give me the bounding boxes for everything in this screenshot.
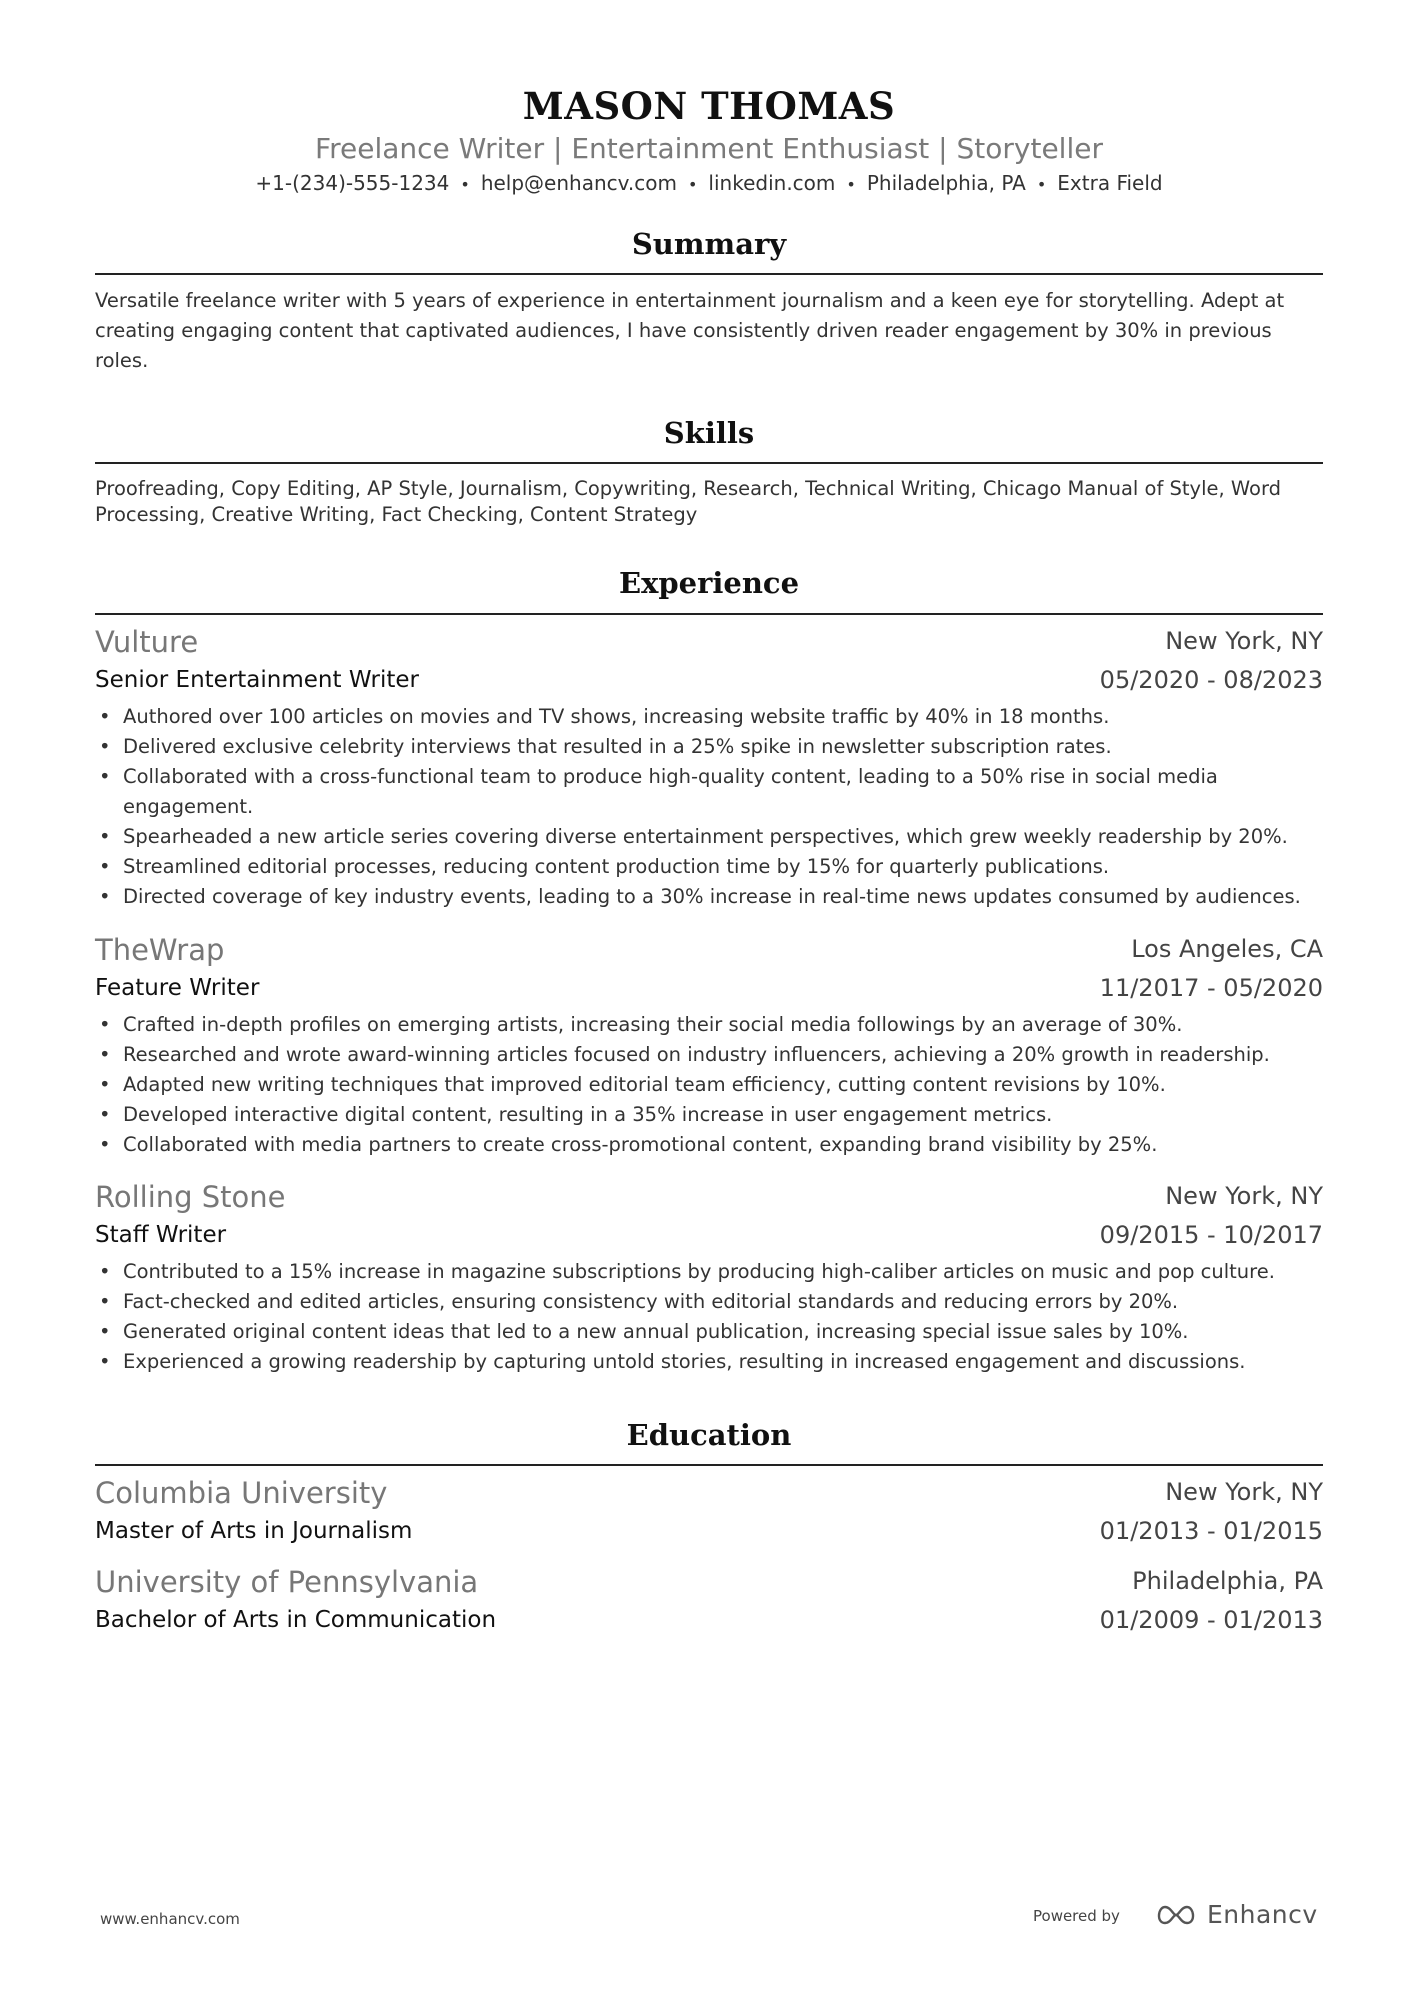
section-divider: [95, 1464, 1323, 1466]
job-bullet: • Directed coverage of key industry events, leading to a 30% increase in real-time news updates consumed by audiences.: [95, 882, 1323, 912]
job-bullet: • Spearheaded a new article series covering diverse entertainment perspectives, which grew weekly readership by 20%.: [95, 822, 1323, 852]
job-bullet: • Collaborated with a cross-functional team to produce high-quality content, leading to a 50% rise in social media engagement.: [95, 762, 1323, 822]
contact-email[interactable]: help@enhancv.com: [480, 171, 677, 195]
section-title-summary: Summary: [631, 227, 787, 261]
job-role: Senior Entertainment Writer: [95, 667, 420, 693]
job-dates: 11/2017 - 05/2020: [1099, 974, 1323, 1002]
section-divider: [95, 462, 1323, 464]
job-bullet: • Fact-checked and edited articles, ensuring consistency with editorial standards and reducing errors by 20%.: [95, 1287, 1323, 1317]
school-degree: Master of Arts in Journalism: [95, 1518, 413, 1544]
contact-location: Philadelphia, PA: [866, 171, 1026, 195]
brand-logo[interactable]: [1153, 1897, 1318, 1933]
skills-text: Proofreading, Copy Editing, AP Style, Journalism, Copywriting, Research, Technical Writing, Chicago Manual of Style, Word Processing, Creative Writing, Fact Checking, Content Strategy: [95, 477, 1282, 526]
contact-extra-field: Extra Field: [1057, 171, 1163, 195]
job-bullet: • Adapted new writing techniques that improved editorial team efficiency, cutting content revisions by 10%.: [95, 1070, 1323, 1100]
job-bullet: • Delivered exclusive celebrity interviews that resulted in a 25% spike in newsletter subscription rates.: [95, 732, 1323, 762]
job-dates: 05/2020 - 08/2023: [1099, 666, 1323, 694]
brand-name: Enhancv: [1207, 1900, 1318, 1929]
section-title-education: Education: [626, 1418, 792, 1452]
section-divider: [95, 613, 1323, 615]
candidate-name: MASON THOMAS: [522, 84, 896, 128]
school-dates: 01/2013 - 01/2015: [1099, 1517, 1323, 1545]
candidate-subtitle: Freelance Writer | Entertainment Enthusiast | Storyteller: [315, 132, 1103, 165]
footer-url-link[interactable]: www.enhancv.com: [100, 1910, 240, 1928]
job-location: New York, NY: [1165, 627, 1323, 655]
job-role: Staff Writer: [95, 1222, 227, 1248]
summary-text: Versatile freelance writer with 5 years of experience in entertainment journalism and a keen eye for storytelling. Adept at creating engaging content that captivated audiences, I have consistently driven reader engagement by 30% in previous roles.: [95, 289, 1285, 372]
school-dates: 01/2009 - 01/2013: [1099, 1606, 1323, 1634]
job-company: TheWrap: [95, 933, 225, 967]
school-name: Columbia University: [95, 1476, 388, 1510]
school-location: New York, NY: [1165, 1478, 1323, 1506]
school-degree: Bachelor of Arts in Communication: [95, 1607, 497, 1633]
job-bullet-list: [95, 1257, 1323, 1377]
job-bullet: • Collaborated with media partners to create cross-promotional content, expanding brand visibility by 25%.: [95, 1130, 1323, 1160]
school-location: Philadelphia, PA: [1132, 1567, 1323, 1595]
job-bullet: • Streamlined editorial processes, reducing content production time by 15% for quarterly publications.: [95, 852, 1323, 882]
bullet-separator: •: [460, 175, 470, 194]
job-bullet-list: [95, 702, 1323, 912]
job-company: Vulture: [95, 625, 199, 659]
job-dates: 09/2015 - 10/2017: [1099, 1221, 1323, 1249]
job-bullet: • Researched and wrote award-winning articles focused on industry influencers, achieving a 20% growth in readership.: [95, 1040, 1323, 1070]
job-bullet: • Developed interactive digital content, resulting in a 35% increase in user engagement metrics.: [95, 1100, 1323, 1130]
bullet-separator: •: [846, 175, 856, 194]
job-location: Los Angeles, CA: [1131, 935, 1323, 963]
job-bullet: • Generated original content ideas that led to a new annual publication, increasing special issue sales by 10%.: [95, 1317, 1323, 1347]
section-title-skills: Skills: [663, 416, 755, 450]
enhancv-logo-icon: [1153, 1903, 1199, 1927]
contact-line: [95, 170, 1323, 198]
section-title-experience: Experience: [618, 566, 800, 600]
job-bullet: • Experienced a growing readership by capturing untold stories, resulting in increased engagement and discussions.: [95, 1347, 1323, 1377]
powered-by-label: Powered by: [1033, 1907, 1120, 1925]
job-bullet: • Crafted in-depth profiles on emerging artists, increasing their social media followings by an average of 30%.: [95, 1010, 1323, 1040]
job-bullet: • Contributed to a 15% increase in magazine subscriptions by producing high-caliber articles on music and pop culture.: [95, 1257, 1323, 1287]
job-company: Rolling Stone: [95, 1180, 286, 1214]
school-name: University of Pennsylvania: [95, 1565, 479, 1599]
bullet-separator: •: [687, 175, 698, 194]
bullet-separator: •: [1036, 175, 1047, 194]
job-role: Feature Writer: [95, 975, 260, 1001]
contact-phone[interactable]: +1-(234)-555-1234: [255, 171, 450, 195]
job-bullet-list: [95, 1010, 1323, 1160]
job-bullet: • Authored over 100 articles on movies and TV shows, increasing website traffic by 40% in 18 months.: [95, 702, 1323, 732]
job-location: New York, NY: [1165, 1182, 1323, 1210]
section-divider: [95, 273, 1323, 275]
contact-linkedin[interactable]: linkedin.com: [708, 171, 836, 195]
